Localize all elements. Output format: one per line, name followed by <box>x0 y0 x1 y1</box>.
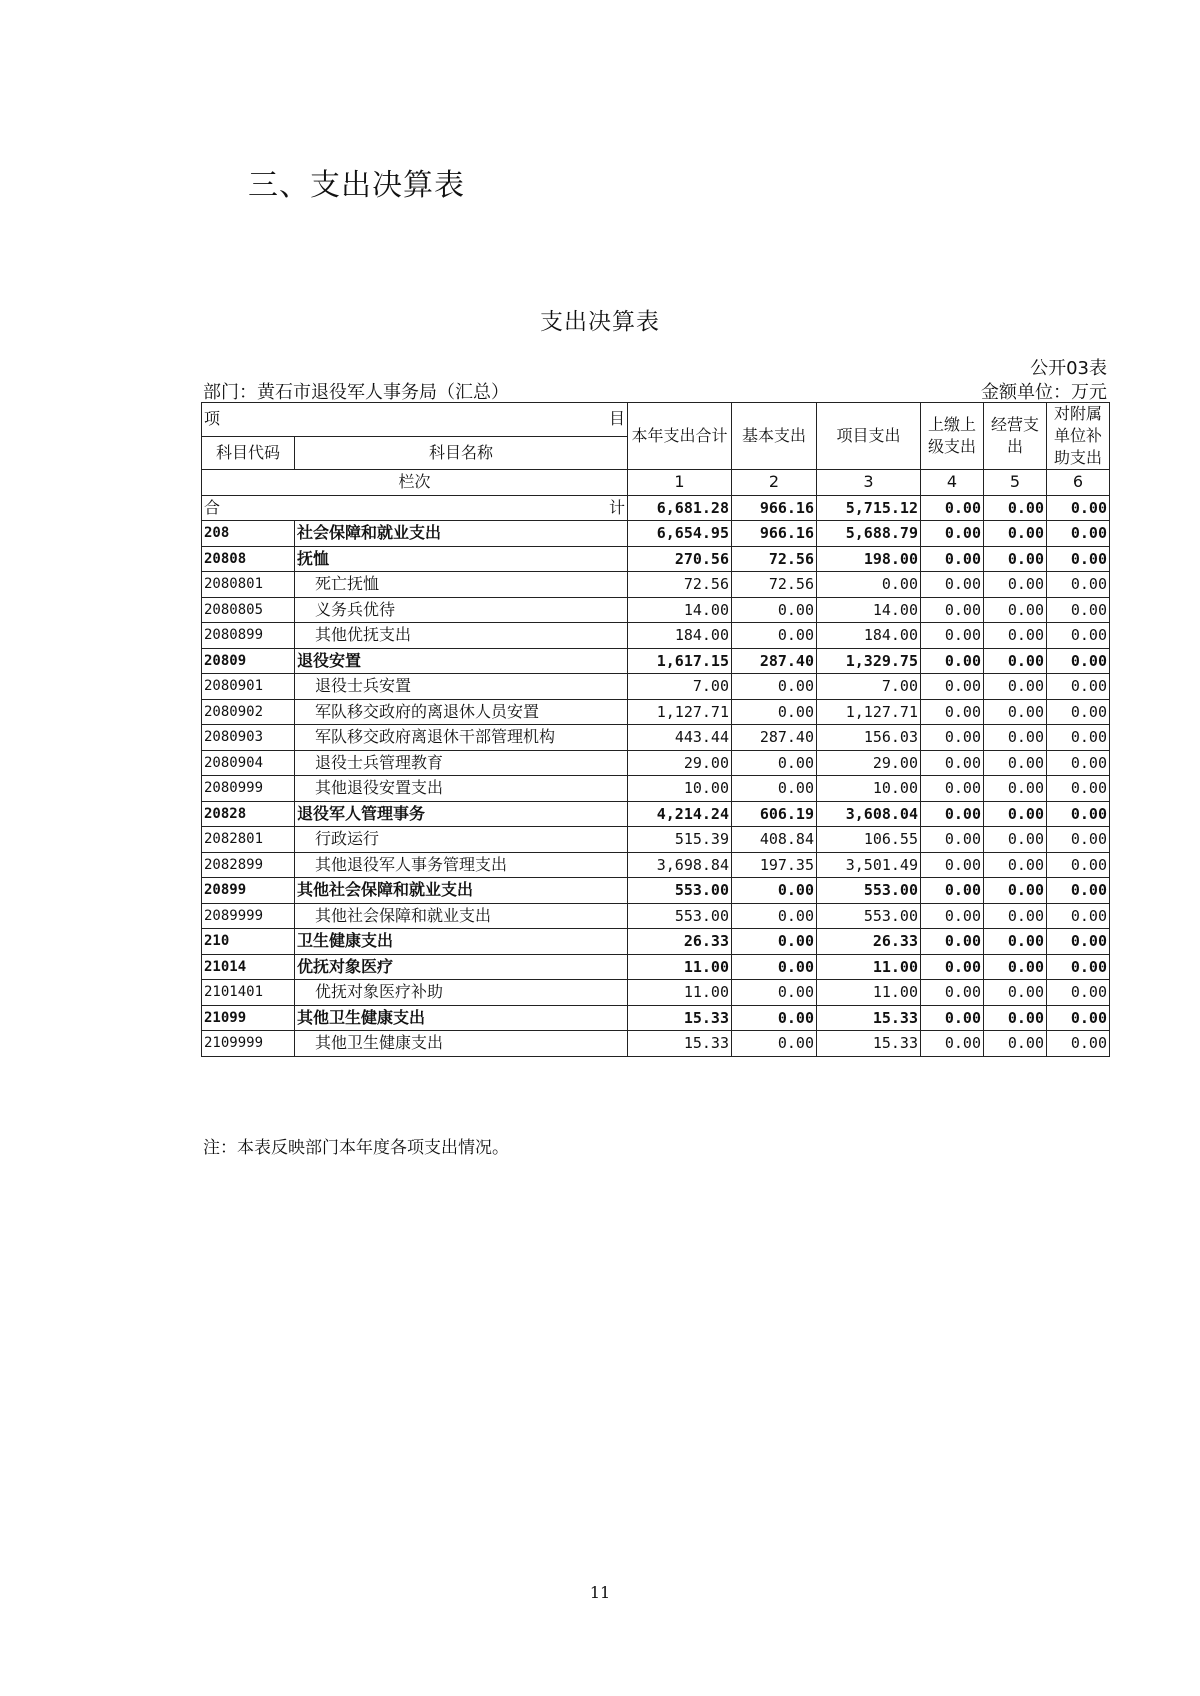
section-heading: 三、支出决算表 <box>248 168 465 203</box>
amount-cell: 0.00 <box>921 1005 984 1031</box>
amount-cell: 7.00 <box>628 674 732 700</box>
subject-name: 退役士兵安置 <box>295 674 628 700</box>
amount-cell: 0.00 <box>1047 776 1110 802</box>
col-number-1: 1 <box>628 470 732 496</box>
table-row <box>202 572 1110 598</box>
table-row <box>202 597 1110 623</box>
table-row <box>202 954 1110 980</box>
table-row <box>202 546 1110 572</box>
amount-cell: 0.00 <box>921 903 984 929</box>
subject-name: 军队移交政府的离退休人员安置 <box>295 699 628 725</box>
amount-cell: 0.00 <box>984 776 1047 802</box>
amount-cell: 0.00 <box>1047 1031 1110 1057</box>
amount-cell: 0.00 <box>732 597 817 623</box>
subject-name: 社会保障和就业支出 <box>295 521 628 547</box>
amount-cell: 14.00 <box>628 597 732 623</box>
total-value: 0.00 <box>921 495 984 521</box>
table-row <box>202 1005 1110 1031</box>
amount-cell: 1,127.71 <box>817 699 921 725</box>
amount-cell: 15.33 <box>628 1005 732 1031</box>
amount-cell: 0.00 <box>732 954 817 980</box>
item-header-left: 项 <box>204 409 221 429</box>
amount-cell: 0.00 <box>732 623 817 649</box>
subject-name: 其他社会保障和就业支出 <box>295 878 628 904</box>
footnote: 注：本表反映部门本年度各项支出情况。 <box>203 1138 509 1158</box>
col-number-5: 5 <box>984 470 1047 496</box>
subject-code: 2080999 <box>202 776 295 802</box>
subject-name: 抚恤 <box>295 546 628 572</box>
amount-cell: 443.44 <box>628 725 732 751</box>
subject-code: 2082899 <box>202 852 295 878</box>
table-row <box>202 648 1110 674</box>
amount-cell: 0.00 <box>984 903 1047 929</box>
amount-cell: 72.56 <box>732 546 817 572</box>
amount-cell: 553.00 <box>817 878 921 904</box>
amount-cell: 0.00 <box>921 623 984 649</box>
amount-cell: 0.00 <box>984 1031 1047 1057</box>
amount-cell: 0.00 <box>732 1031 817 1057</box>
subject-name: 退役军人管理事务 <box>295 801 628 827</box>
table-row <box>202 929 1110 955</box>
amount-cell: 0.00 <box>921 572 984 598</box>
amount-cell: 26.33 <box>628 929 732 955</box>
amount-cell: 0.00 <box>984 954 1047 980</box>
total-value: 966.16 <box>732 495 817 521</box>
amount-cell: 15.33 <box>628 1031 732 1057</box>
amount-cell: 0.00 <box>1047 648 1110 674</box>
subject-code: 2109999 <box>202 1031 295 1057</box>
table-row <box>202 776 1110 802</box>
amount-cell: 1,127.71 <box>628 699 732 725</box>
amount-cell: 72.56 <box>628 572 732 598</box>
amount-cell: 0.00 <box>1047 725 1110 751</box>
table-row <box>202 903 1110 929</box>
amount-cell: 6,654.95 <box>628 521 732 547</box>
amount-cell: 0.00 <box>1047 623 1110 649</box>
table-row <box>202 699 1110 725</box>
amount-cell: 1,329.75 <box>817 648 921 674</box>
amount-cell: 0.00 <box>984 648 1047 674</box>
amount-cell: 0.00 <box>1047 546 1110 572</box>
subject-code: 21014 <box>202 954 295 980</box>
amount-cell: 553.00 <box>628 878 732 904</box>
amount-cell: 184.00 <box>817 623 921 649</box>
amount-cell: 515.39 <box>628 827 732 853</box>
amount-cell: 11.00 <box>628 980 732 1006</box>
table-row <box>202 827 1110 853</box>
amount-cell: 0.00 <box>732 903 817 929</box>
expenditure-table <box>201 402 1110 1057</box>
amount-cell: 0.00 <box>1047 1005 1110 1031</box>
amount-cell: 408.84 <box>732 827 817 853</box>
amount-cell: 287.40 <box>732 725 817 751</box>
amount-cell: 0.00 <box>984 929 1047 955</box>
amount-cell: 0.00 <box>984 980 1047 1006</box>
total-label-right: 计 <box>608 497 625 517</box>
subject-code: 2101401 <box>202 980 295 1006</box>
item-header <box>202 403 628 437</box>
amount-cell: 0.00 <box>921 929 984 955</box>
amount-cell: 0.00 <box>732 699 817 725</box>
table-row <box>202 801 1110 827</box>
amount-cell: 0.00 <box>921 980 984 1006</box>
code-header: 科目代码 <box>202 436 295 470</box>
table-row <box>202 852 1110 878</box>
amount-cell: 0.00 <box>921 801 984 827</box>
amount-cell: 0.00 <box>984 521 1047 547</box>
amount-cell: 0.00 <box>921 648 984 674</box>
col-header-5: 经营支出 <box>984 403 1047 470</box>
col-number-6: 6 <box>1047 470 1110 496</box>
amount-cell: 0.00 <box>1047 827 1110 853</box>
amount-cell: 0.00 <box>984 725 1047 751</box>
subject-code: 208 <box>202 521 295 547</box>
amount-cell: 0.00 <box>1047 597 1110 623</box>
amount-cell: 0.00 <box>817 572 921 598</box>
amount-cell: 0.00 <box>921 776 984 802</box>
table-row <box>202 521 1110 547</box>
amount-cell: 270.56 <box>628 546 732 572</box>
table-row <box>202 750 1110 776</box>
amount-cell: 197.35 <box>732 852 817 878</box>
amount-cell: 0.00 <box>1047 674 1110 700</box>
subject-code: 210 <box>202 929 295 955</box>
amount-cell: 0.00 <box>732 776 817 802</box>
amount-cell: 10.00 <box>628 776 732 802</box>
amount-cell: 0.00 <box>984 623 1047 649</box>
amount-cell: 0.00 <box>732 980 817 1006</box>
name-header: 科目名称 <box>295 436 628 470</box>
subject-name: 其他卫生健康支出 <box>295 1031 628 1057</box>
subject-code: 2080801 <box>202 572 295 598</box>
subject-name: 卫生健康支出 <box>295 929 628 955</box>
subject-name: 其他卫生健康支出 <box>295 1005 628 1031</box>
amount-cell: 4,214.24 <box>628 801 732 827</box>
amount-cell: 0.00 <box>921 852 984 878</box>
amount-cell: 966.16 <box>732 521 817 547</box>
amount-cell: 0.00 <box>921 597 984 623</box>
col-number-3: 3 <box>817 470 921 496</box>
amount-cell: 11.00 <box>628 954 732 980</box>
amount-cell: 184.00 <box>628 623 732 649</box>
amount-cell: 0.00 <box>984 674 1047 700</box>
amount-cell: 14.00 <box>817 597 921 623</box>
amount-cell: 0.00 <box>1047 980 1110 1006</box>
subject-code: 2080904 <box>202 750 295 776</box>
amount-cell: 10.00 <box>817 776 921 802</box>
subject-name: 义务兵优待 <box>295 597 628 623</box>
amount-cell: 0.00 <box>1047 750 1110 776</box>
subject-code: 21099 <box>202 1005 295 1031</box>
subject-code: 20899 <box>202 878 295 904</box>
amount-cell: 0.00 <box>732 750 817 776</box>
amount-cell: 0.00 <box>1047 852 1110 878</box>
subject-name: 其他社会保障和就业支出 <box>295 903 628 929</box>
table-row <box>202 674 1110 700</box>
amount-cell: 1,617.15 <box>628 648 732 674</box>
amount-cell: 0.00 <box>921 521 984 547</box>
page-number: 11 <box>589 1583 611 1602</box>
amount-cell: 0.00 <box>1047 801 1110 827</box>
subject-name: 行政运行 <box>295 827 628 853</box>
subject-name: 死亡抚恤 <box>295 572 628 598</box>
total-label <box>202 495 628 521</box>
amount-cell: 72.56 <box>732 572 817 598</box>
amount-cell: 0.00 <box>984 597 1047 623</box>
table-row <box>202 623 1110 649</box>
amount-cell: 553.00 <box>628 903 732 929</box>
amount-cell: 0.00 <box>984 699 1047 725</box>
amount-cell: 0.00 <box>921 878 984 904</box>
amount-cell: 0.00 <box>984 878 1047 904</box>
amount-cell: 3,501.49 <box>817 852 921 878</box>
amount-cell: 0.00 <box>921 674 984 700</box>
subject-name: 其他优抚支出 <box>295 623 628 649</box>
subject-name: 优抚对象医疗 <box>295 954 628 980</box>
subject-name: 其他退役军人事务管理支出 <box>295 852 628 878</box>
col-header-4: 上缴上级支出 <box>921 403 984 470</box>
amount-cell: 0.00 <box>984 1005 1047 1031</box>
amount-cell: 0.00 <box>1047 903 1110 929</box>
col-header-1: 本年支出合计 <box>628 403 732 470</box>
amount-cell: 5,688.79 <box>817 521 921 547</box>
subject-code: 2082801 <box>202 827 295 853</box>
amount-cell: 0.00 <box>984 750 1047 776</box>
total-value: 0.00 <box>1047 495 1110 521</box>
amount-cell: 0.00 <box>921 827 984 853</box>
amount-cell: 7.00 <box>817 674 921 700</box>
amount-cell: 553.00 <box>817 903 921 929</box>
subject-name: 其他退役安置支出 <box>295 776 628 802</box>
subject-code: 2080901 <box>202 674 295 700</box>
amount-cell: 0.00 <box>984 827 1047 853</box>
amount-cell: 0.00 <box>1047 572 1110 598</box>
total-value: 0.00 <box>984 495 1047 521</box>
amount-cell: 0.00 <box>1047 521 1110 547</box>
amount-cell: 0.00 <box>984 801 1047 827</box>
table-row <box>202 878 1110 904</box>
subject-code: 2080899 <box>202 623 295 649</box>
amount-cell: 0.00 <box>984 546 1047 572</box>
amount-cell: 606.19 <box>732 801 817 827</box>
amount-cell: 11.00 <box>817 954 921 980</box>
amount-cell: 26.33 <box>817 929 921 955</box>
item-header-right: 目 <box>608 409 625 429</box>
subject-name: 退役安置 <box>295 648 628 674</box>
amount-cell: 0.00 <box>1047 878 1110 904</box>
amount-cell: 3,698.84 <box>628 852 732 878</box>
subject-code: 20808 <box>202 546 295 572</box>
amount-cell: 198.00 <box>817 546 921 572</box>
subject-code: 2080805 <box>202 597 295 623</box>
subject-name: 优抚对象医疗补助 <box>295 980 628 1006</box>
subject-name: 军队移交政府离退休干部管理机构 <box>295 725 628 751</box>
table-row <box>202 980 1110 1006</box>
subject-code: 2080902 <box>202 699 295 725</box>
col-number-4: 4 <box>921 470 984 496</box>
amount-cell: 0.00 <box>921 954 984 980</box>
amount-cell: 0.00 <box>1047 954 1110 980</box>
amount-unit-label: 金额单位：万元 <box>981 382 1107 403</box>
amount-cell: 15.33 <box>817 1005 921 1031</box>
subject-code: 2089999 <box>202 903 295 929</box>
amount-cell: 287.40 <box>732 648 817 674</box>
total-value: 6,681.28 <box>628 495 732 521</box>
subject-code: 2080903 <box>202 725 295 751</box>
amount-cell: 29.00 <box>628 750 732 776</box>
amount-cell: 0.00 <box>921 1031 984 1057</box>
amount-cell: 0.00 <box>732 1005 817 1031</box>
amount-cell: 0.00 <box>732 674 817 700</box>
amount-cell: 3,608.04 <box>817 801 921 827</box>
total-row <box>202 495 1110 521</box>
table-row <box>202 1031 1110 1057</box>
amount-cell: 0.00 <box>732 929 817 955</box>
amount-cell: 0.00 <box>984 852 1047 878</box>
amount-cell: 11.00 <box>817 980 921 1006</box>
amount-cell: 15.33 <box>817 1031 921 1057</box>
amount-cell: 0.00 <box>921 725 984 751</box>
total-value: 5,715.12 <box>817 495 921 521</box>
subject-code: 20828 <box>202 801 295 827</box>
amount-cell: 0.00 <box>921 699 984 725</box>
amount-cell: 0.00 <box>1047 929 1110 955</box>
amount-cell: 0.00 <box>984 572 1047 598</box>
amount-cell: 0.00 <box>732 878 817 904</box>
col-header-3: 项目支出 <box>817 403 921 470</box>
amount-cell: 29.00 <box>817 750 921 776</box>
col-number-2: 2 <box>732 470 817 496</box>
table-row <box>202 725 1110 751</box>
amount-cell: 156.03 <box>817 725 921 751</box>
total-label-left: 合 <box>204 497 221 517</box>
order-label: 栏次 <box>202 470 628 496</box>
form-number: 公开03表 <box>1030 358 1107 379</box>
table-title: 支出决算表 <box>540 309 660 335</box>
department-label: 部门：黄石市退役军人事务局（汇总） <box>203 382 509 403</box>
col-header-2: 基本支出 <box>732 403 817 470</box>
amount-cell: 0.00 <box>1047 699 1110 725</box>
subject-code: 20809 <box>202 648 295 674</box>
subject-name: 退役士兵管理教育 <box>295 750 628 776</box>
amount-cell: 0.00 <box>921 750 984 776</box>
amount-cell: 0.00 <box>921 546 984 572</box>
col-header-6: 对附属单位补助支出 <box>1047 403 1110 470</box>
amount-cell: 106.55 <box>817 827 921 853</box>
